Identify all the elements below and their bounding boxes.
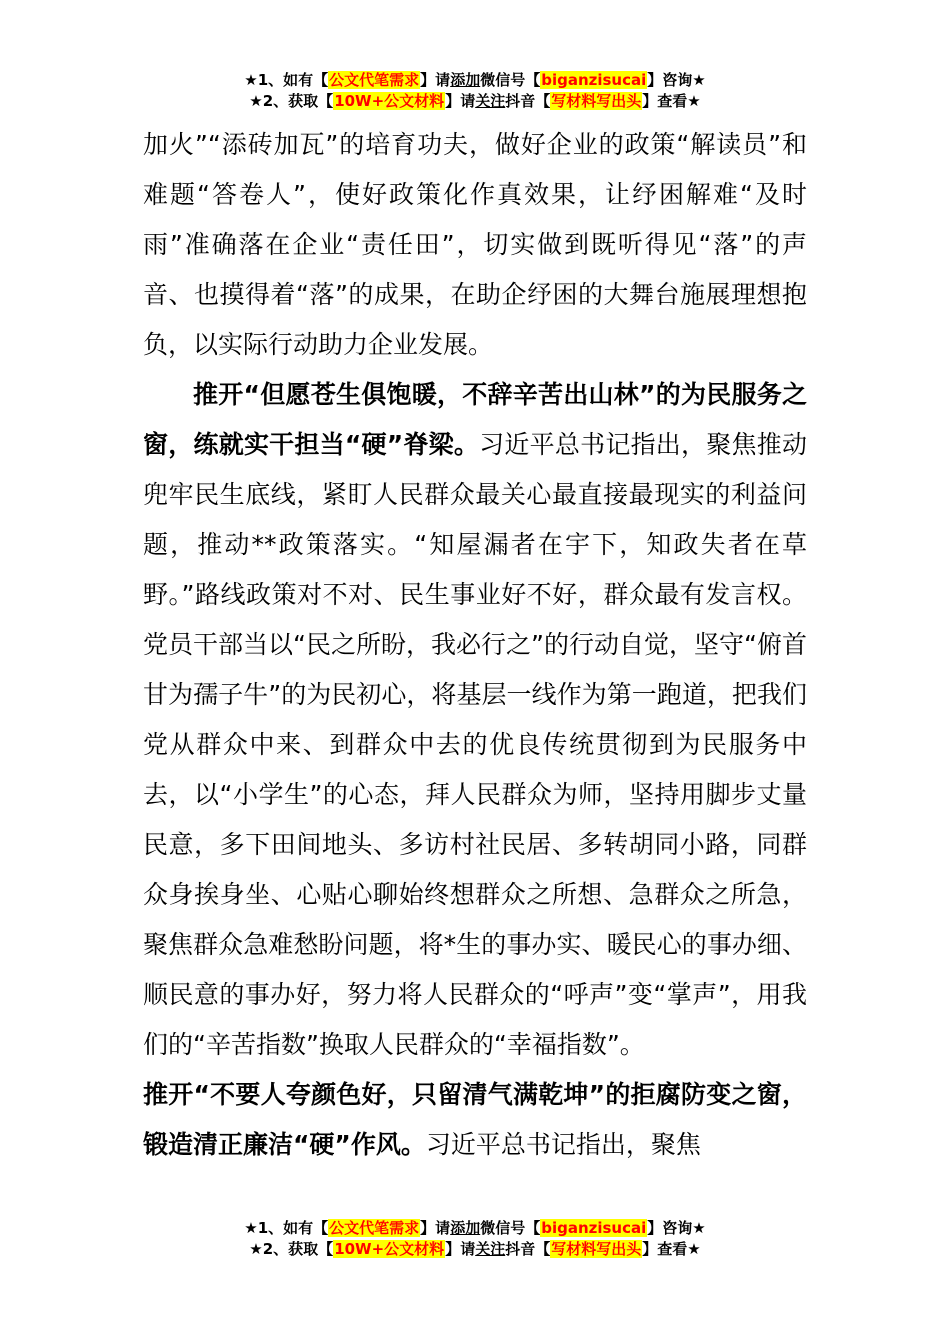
banner-line-1 (0, 70, 950, 91)
underline-follow: 关注 (475, 92, 506, 110)
banner-text: 】咨询★ (647, 71, 706, 89)
banner-text: 微信号【 (480, 1219, 541, 1237)
highlight-douyin-account: 写材料写出头 (551, 1240, 642, 1258)
banner-text: ★1、如有【 (244, 71, 329, 89)
banner-text: 】查看★ (642, 1240, 701, 1258)
banner-line-1 (0, 1218, 950, 1239)
highlight-wechat-id: biganzisucai (541, 71, 647, 89)
highlight-wechat-id: biganzisucai (541, 1219, 647, 1237)
banner-text: ★2、获取【 (249, 1240, 334, 1258)
banner-text: 】请 (445, 1240, 476, 1258)
footer-banner (0, 1218, 950, 1260)
banner-text: 抖音【 (505, 92, 551, 110)
header-banner (0, 70, 950, 112)
paragraph-2-heading: 推开“但愿苍生俱饱暖，不辞辛苦出山林”的为民服务之窗，练就实干担当“硬”脊梁。 (143, 380, 807, 459)
paragraph-3-text: 习近平总书记指出，聚焦 (425, 1130, 701, 1159)
banner-text: 】请 (445, 92, 476, 110)
banner-text: 】请 (420, 1219, 451, 1237)
highlight-douyin-account: 写材料写出头 (551, 92, 642, 110)
banner-text: 】请 (420, 71, 451, 89)
paragraph-1: 加火”“添砖加瓦”的培育功夫，做好企业的政策“解读员”和难题“答卷人”，使好政策化作真效果，让纾困解难“及时雨”准确落在企业“责任田”，切实做到既听得见“落”的声音、也摸得着“落”的成果，在助企纾困的大舞台施展理想抱负，以实际行动助力企业发展。 (143, 130, 807, 359)
banner-text: ★1、如有【 (244, 1219, 329, 1237)
paragraph-2-text: 习近平总书记指出，聚焦推动兜牢民生底线，紧盯人民群众最关心最直接最现实的利益问题，推动**政策落实。“知屋漏者在宇下，知政失者在草野。”路线政策对不对、民生事业好不好，群众最有发言权。党员干部当以“民之所盼，我必行之”的行动自觉，坚守“俯首甘为孺子牛”的为民初心，将基层一线作为第一跑道，把我们党从群众中来、到群众中去的优良传统贯彻到为民服务中去，以“小学生”的心态，拜人民群众为师，坚持用脚步丈量民意，多下田间地头、多访村社民居、多转胡同小路，同群众身挨身坐、心贴心聊始终想群众之所想、急群众之所急，聚焦群众急难愁盼问题，将*生的事办实、暖民心的事办细、顺民意的事办好，努力将人民群众的“呼声”变“掌声”，用我们的“辛苦指数”换取人民群众的“幸福指数”。 (143, 430, 807, 1059)
underline-add: 添加 (450, 1219, 481, 1237)
document-body (143, 120, 807, 1170)
paragraph-3-heading: 推开“不要人夸颜色好，只留清气满乾坤”的拒腐防变之窗，锻造清正廉洁“硬”作风。 (143, 1080, 807, 1159)
banner-text: 】咨询★ (647, 1219, 706, 1237)
underline-add: 添加 (450, 71, 481, 89)
banner-line-2 (0, 91, 950, 112)
highlight-ghostwriting: 公文代笔需求 (329, 1219, 420, 1237)
banner-line-2 (0, 1239, 950, 1260)
banner-text: 抖音【 (505, 1240, 551, 1258)
underline-follow: 关注 (475, 1240, 506, 1258)
highlight-materials: 10W+公文材料 (334, 1240, 445, 1258)
paragraph-2 (143, 370, 807, 1070)
paragraph-3 (143, 1070, 807, 1170)
banner-text: 微信号【 (480, 71, 541, 89)
highlight-materials: 10W+公文材料 (334, 92, 445, 110)
banner-text: ★2、获取【 (249, 92, 334, 110)
highlight-ghostwriting: 公文代笔需求 (329, 71, 420, 89)
banner-text: 】查看★ (642, 92, 701, 110)
